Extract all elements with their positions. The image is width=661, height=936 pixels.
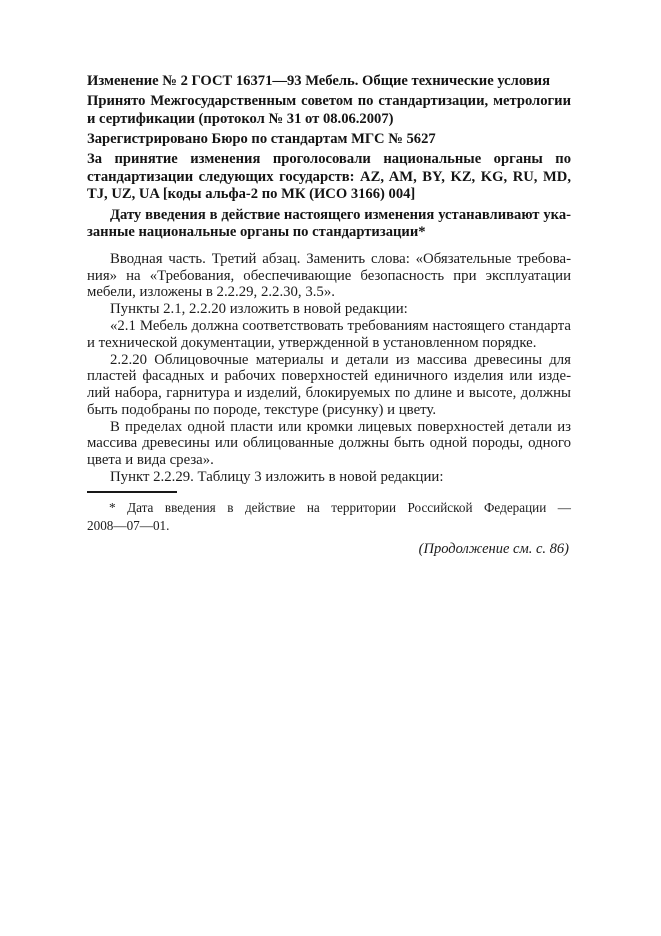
body-paragraph-clauses-new-edition: Пункты 2.1, 2.2.20 изложить в новой редакции:	[110, 301, 408, 318]
body-paragraph-surface-requirements: В пределах одной пласти или кромки лицевых поверхностей детали из массива древесины или облицованные должны быть одной породы, одного цвета и вида среза».	[87, 418, 571, 469]
registration-paragraph: Зарегистрировано Бюро по стандартам МГС № 5627	[87, 130, 436, 147]
body-paragraph-clause-2-2-29: Пункт 2.2.29. Таблицу 3 изложить в новой редакции:	[110, 469, 444, 486]
effective-date-paragraph: Дату введения в действие настоящего изменения устанавливают указанные национальные органы по стандартизации*	[87, 206, 571, 241]
body-paragraph-introductory-part: Вводная часть. Третий абзац. Заменить слова: «Обязательные требования» на «Требования, обеспечивающие безопасность при эксплуатации мебели, изложены в 2.2.29, 2.2.30, 3.5».	[87, 250, 571, 301]
amendment-title: Изменение № 2 ГОСТ 16371—93 Мебель. Общие технические условия	[87, 73, 550, 89]
text-column	[87, 73, 571, 558]
amendment-body	[87, 251, 571, 486]
footnote	[87, 499, 571, 534]
voting-paragraph: За принятие изменения проголосовали национальные органы по стандартизации следующих государств: AZ, AM, BY, KZ, KG, RU, MD, TJ, UZ, UA [коды альфа-2 по МК (ИСО 3166) 004]	[87, 151, 571, 203]
body-paragraph-clause-2-1: «2.1 Мебель должна соответствовать требованиям настоящего стандарта и технической документации, утвержденной в установленном порядке.	[87, 317, 571, 351]
footnote-text-line2: 2008—07—01.	[87, 517, 170, 533]
adoption-paragraph: Принято Межгосударственным советом по стандартизации, метрологии и сертификации (протокол № 31 от 08.06.2007)	[87, 93, 571, 127]
footnote-text-line1: * Дата введения в действие на территории Российской Федерации —	[109, 500, 571, 516]
continuation-note: (Продолжение см. с. 86)	[418, 541, 569, 558]
body-paragraph-clause-2-2-20: 2.2.20 Облицовочные материалы и детали из массива древесины для пластей фасадных и рабочих поверхностей единичного изделия или изделий набора, гарнитура и изделий, блокируемых по длине и высоте, должны быть подобраны по породе, текстуре (рисунку) и цвету.	[87, 351, 571, 418]
footnote-separator	[87, 491, 177, 494]
